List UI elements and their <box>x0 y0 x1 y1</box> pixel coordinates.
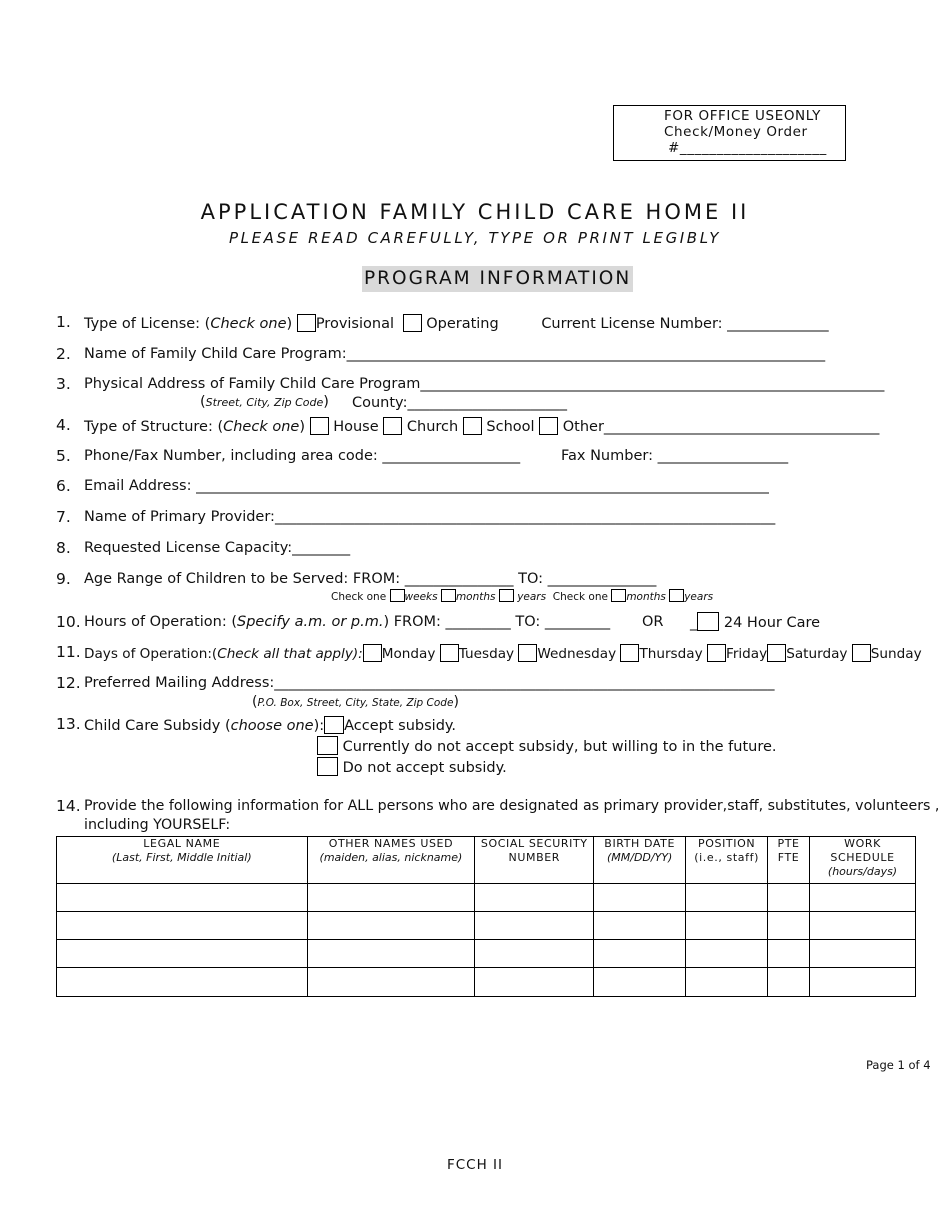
persons-instruction-cont: including YOURSELF: <box>84 817 231 833</box>
persons-table <box>56 836 916 997</box>
weeks-checkbox[interactable] <box>390 589 405 602</box>
header-title: OTHER NAMES USED <box>328 837 454 850</box>
months-checkbox[interactable] <box>441 589 456 602</box>
header-title: BIRTH DATE <box>604 837 676 850</box>
months-to-label: months <box>626 591 666 603</box>
school-label: School <box>486 419 535 435</box>
item-number: 12. <box>56 674 81 692</box>
church-checkbox[interactable] <box>383 417 402 435</box>
table-cell[interactable] <box>594 940 686 968</box>
item-number: 2. <box>56 345 71 363</box>
table-cell[interactable] <box>768 940 810 968</box>
table-cell[interactable] <box>594 968 686 997</box>
header-title: SOCIAL SECURITY <box>480 837 588 850</box>
ampm-hint: Specify a.m. or p.m. <box>237 614 384 630</box>
months-to-checkbox[interactable] <box>611 589 626 602</box>
house-label: House <box>333 419 379 435</box>
structure-type-row <box>84 417 879 435</box>
operating-checkbox[interactable] <box>403 314 422 332</box>
weeks-label: weeks <box>404 591 438 603</box>
paren: ): <box>313 718 325 734</box>
item-number: 6. <box>56 477 71 495</box>
table-cell[interactable] <box>686 968 768 997</box>
years-to-label: years <box>684 591 714 603</box>
fax-field[interactable]: Fax Number: __________________ <box>561 448 789 464</box>
friday-label: Friday <box>725 646 768 662</box>
accept-subsidy-checkbox[interactable] <box>324 716 344 734</box>
years-checkbox[interactable] <box>499 589 514 602</box>
years-to-checkbox[interactable] <box>669 589 684 602</box>
table-cell[interactable] <box>594 884 686 912</box>
header-title: LEGAL NAME <box>143 837 221 850</box>
table-cell[interactable] <box>57 912 308 940</box>
program-name-field[interactable]: Name of Family Child Care Program:__________________________________________________________________ <box>84 346 826 362</box>
email-field[interactable]: Email Address: _______________________________________________________________________________ <box>84 478 769 494</box>
future-subsidy-label: Currently do not accept subsidy, but willing to in the future. <box>342 739 777 755</box>
choose-one-hint: choose one <box>230 718 314 734</box>
current-license-number-field[interactable]: Current License Number: ______________ <box>541 316 829 332</box>
license-type-label: Type of License: ( <box>84 316 211 332</box>
wednesday-label: Wednesday <box>537 646 617 662</box>
item-number: 3. <box>56 375 71 393</box>
table-row <box>57 968 916 997</box>
header-sub: (MM/DD/YY) <box>606 851 673 864</box>
item-number: 13. <box>56 715 81 733</box>
table-row <box>57 884 916 912</box>
table-cell[interactable] <box>594 912 686 940</box>
table-cell[interactable] <box>475 912 594 940</box>
col-pte-fte <box>768 837 810 884</box>
mailing-hint-row: (P.O. Box, Street, City, State, Zip Code) <box>252 694 459 710</box>
office-use-label: FOR OFFICE USEONLY <box>664 108 821 124</box>
table-cell[interactable] <box>768 968 810 997</box>
section-heading: PROGRAM INFORMATION <box>362 266 633 292</box>
sunday-label: Sunday <box>870 646 922 662</box>
form-title: APPLICATION FAMILY CHILD CARE HOME II <box>200 200 750 224</box>
tuesday-label: Tuesday <box>458 646 515 662</box>
table-cell[interactable] <box>686 912 768 940</box>
provisional-label: Provisional <box>315 316 394 332</box>
table-cell[interactable] <box>307 968 475 997</box>
accept-subsidy-label: Accept subsidy. <box>344 718 457 734</box>
item-number: 7. <box>56 508 71 526</box>
or-label: OR <box>642 614 664 630</box>
table-row <box>57 940 916 968</box>
header-title: FTE <box>777 851 800 864</box>
item-number: 1. <box>56 313 71 331</box>
other-checkbox[interactable] <box>539 417 558 435</box>
church-label: Church <box>406 419 459 435</box>
table-row <box>57 912 916 940</box>
header-sub: (Last, First, Middle Initial) <box>111 851 252 864</box>
table-cell[interactable] <box>307 940 475 968</box>
item-number: 11. <box>56 643 81 661</box>
check-one-hint: Check one <box>331 591 387 603</box>
header-sub: (i.e., staff) <box>694 851 759 864</box>
table-cell[interactable] <box>475 968 594 997</box>
header-sub: (maiden, alias, nickname) <box>319 851 463 864</box>
paren: ) <box>299 419 305 435</box>
subsidy-option-3 <box>317 757 507 776</box>
table-cell[interactable] <box>57 884 308 912</box>
table-cell[interactable] <box>686 940 768 968</box>
check-one-hint: Check one <box>223 419 300 435</box>
header-title: NUMBER <box>508 851 561 864</box>
table-cell[interactable] <box>810 884 916 912</box>
hours-field[interactable]: ) FROM: _________ TO: _________ <box>383 614 611 630</box>
hours-label: Hours of Operation: ( <box>84 614 237 630</box>
monday-label: Monday <box>381 646 436 662</box>
operating-label: Operating <box>426 316 499 332</box>
future-subsidy-checkbox[interactable] <box>317 736 338 755</box>
months-label: months <box>455 591 496 603</box>
col-birth-date <box>594 837 686 884</box>
table-cell[interactable] <box>57 968 308 997</box>
phone-field[interactable]: Phone/Fax Number, including area code: ___________________ <box>84 448 521 464</box>
table-cell[interactable] <box>768 912 810 940</box>
form-code: FCCH II <box>446 1157 504 1173</box>
mailing-address-field[interactable]: Preferred Mailing Address:_____________________________________________________________________ <box>84 675 775 691</box>
saturday-checkbox[interactable] <box>767 644 786 662</box>
provisional-checkbox[interactable] <box>297 314 316 332</box>
col-other-names <box>307 837 475 884</box>
table-cell[interactable] <box>810 968 916 997</box>
persons-instruction: Provide the following information for ALL persons who are designated as primary provider,staff, substitutes, volunteers , <box>84 798 940 814</box>
years-label: years <box>517 591 547 603</box>
days-label: Days of Operation:( <box>84 646 218 662</box>
subsidy-label: Child Care Subsidy ( <box>84 718 231 734</box>
wednesday-checkbox[interactable] <box>518 644 537 662</box>
col-ssn <box>475 837 594 884</box>
24-hour-checkbox[interactable] <box>697 612 719 631</box>
days-row <box>84 644 922 662</box>
saturday-label: Saturday <box>786 646 848 662</box>
thursday-checkbox[interactable] <box>620 644 639 662</box>
table-cell[interactable] <box>475 940 594 968</box>
col-legal-name <box>57 837 308 884</box>
col-position <box>686 837 768 884</box>
paren: ) <box>286 316 293 332</box>
subsidy-option-2 <box>317 736 777 755</box>
24-hour-row: _ 24 Hour Care <box>690 612 820 631</box>
address-hint: Street, City, Zip Code <box>205 396 324 409</box>
county-field[interactable]: County:______________________ <box>352 395 567 411</box>
office-use-box <box>613 105 846 161</box>
house-checkbox[interactable] <box>310 417 329 435</box>
other-field[interactable]: Other______________________________________ <box>562 419 880 435</box>
age-range-field[interactable]: Age Range of Children to be Served: FROM: _______________ TO: _______________ <box>84 571 657 587</box>
school-checkbox[interactable] <box>463 417 482 435</box>
structure-type-label: Type of Structure: ( <box>84 419 224 435</box>
friday-checkbox[interactable] <box>707 644 726 662</box>
item-number: 14. <box>56 797 81 815</box>
hours-row <box>84 614 610 630</box>
page-number: Page 1 of 4 <box>866 1058 931 1072</box>
no-subsidy-checkbox[interactable] <box>317 757 338 776</box>
address-hint-row: (Street, City, Zip Code) <box>200 394 329 410</box>
table-cell[interactable] <box>307 884 475 912</box>
license-type-row <box>84 314 829 332</box>
item-number: 8. <box>56 539 71 557</box>
table-cell[interactable] <box>57 940 308 968</box>
no-subsidy-label: Do not accept subsidy. <box>342 760 507 776</box>
col-work-schedule <box>810 837 916 884</box>
header-title: POSITION <box>698 837 756 850</box>
table-cell[interactable] <box>810 940 916 968</box>
table-header-row <box>57 837 916 884</box>
header-title: PTE <box>777 837 800 850</box>
age-unit-row <box>331 589 713 603</box>
form-subtitle: PLEASE READ CAREFULLY, TYPE OR PRINT LEGIBLY <box>229 229 721 247</box>
table-cell[interactable] <box>475 884 594 912</box>
item-number: 9. <box>56 570 71 588</box>
table-cell[interactable] <box>768 884 810 912</box>
check-one-hint: Check one <box>552 591 608 603</box>
item-number: 10. <box>56 613 81 631</box>
sunday-checkbox[interactable] <box>852 644 871 662</box>
table-cell[interactable] <box>810 912 916 940</box>
subsidy-row <box>84 716 456 734</box>
monday-checkbox[interactable] <box>363 644 382 662</box>
check-one-hint: Check one <box>210 316 287 332</box>
check-number-field[interactable]: #____________________ <box>668 140 827 156</box>
item-number: 4. <box>56 416 71 434</box>
table-cell[interactable] <box>686 884 768 912</box>
header-title: SCHEDULE <box>830 851 895 864</box>
license-capacity-field[interactable]: Requested License Capacity:________ <box>84 540 351 556</box>
24-hour-label: 24 Hour Care <box>723 615 821 631</box>
item-number: 5. <box>56 447 71 465</box>
mailing-hint: P.O. Box, Street, City, State, Zip Code <box>257 697 454 709</box>
tuesday-checkbox[interactable] <box>440 644 459 662</box>
physical-address-field[interactable]: Physical Address of Family Child Care Program________________________________________________________________ <box>84 376 885 392</box>
check-money-order-label: Check/Money Order <box>664 124 808 140</box>
thursday-label: Thursday <box>639 646 703 662</box>
table-cell[interactable] <box>307 912 475 940</box>
header-title: WORK <box>844 837 881 850</box>
header-sub: (hours/days) <box>827 865 898 878</box>
primary-provider-field[interactable]: Name of Primary Provider:_____________________________________________________________________ <box>84 509 776 525</box>
check-all-hint: Check all that apply): <box>217 646 363 662</box>
